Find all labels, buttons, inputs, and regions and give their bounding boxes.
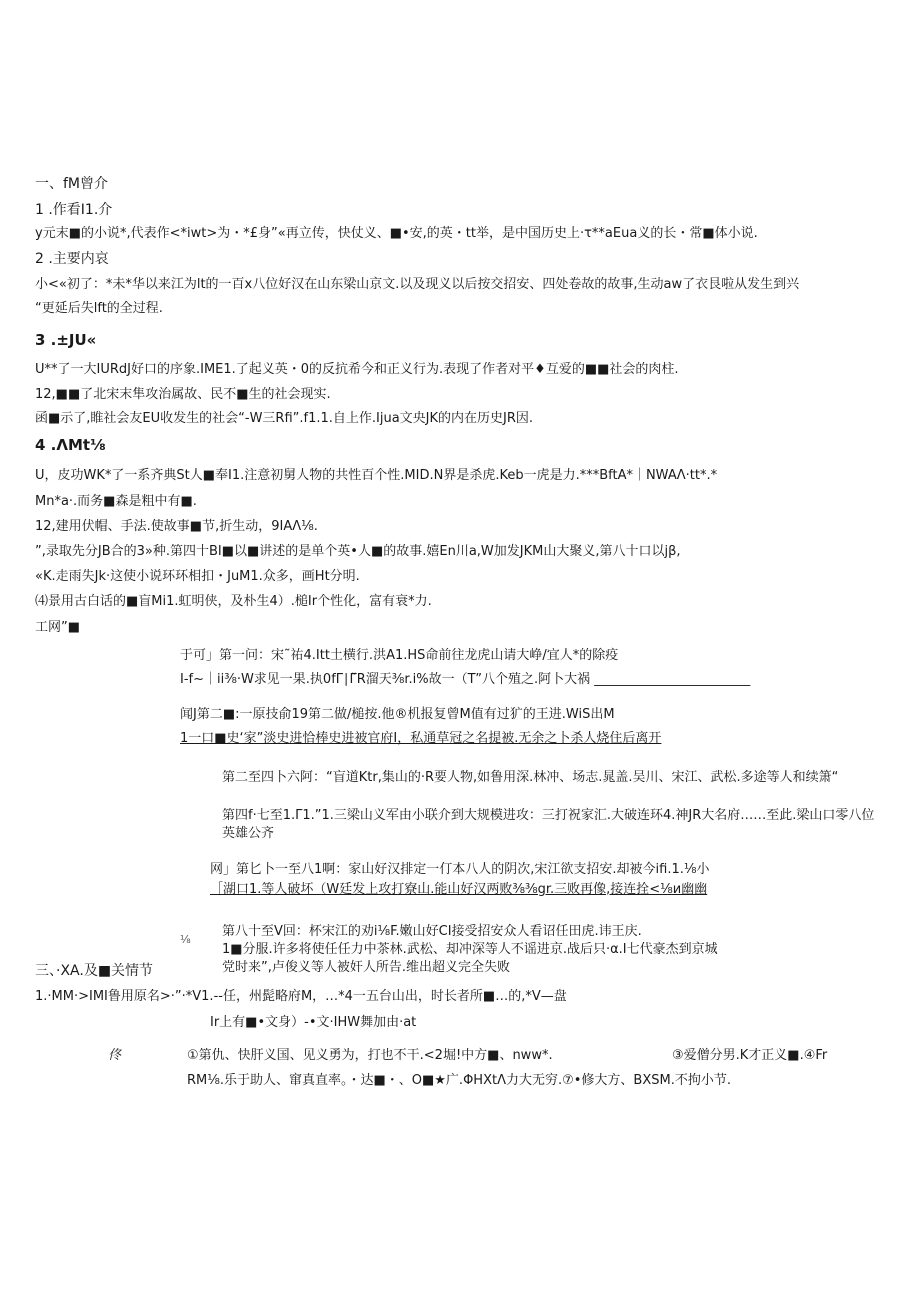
paragraph-author: y元末■的小说*,代表作<*iwt>为・*£身”«再立传，快仗义、■•安,的英・tt举，是中国历史上·τ**aEua义的长・常■体小说. bbox=[35, 226, 758, 241]
label-personality: 佟 bbox=[108, 1048, 122, 1063]
paragraph-art-1: U，皮功WK*了一系齐典St人■奉I1.注意初舅人物的共性百个性.MID.N界是杀虎.Keb一虎是力.***BftA*｜NWAΛ·tt*.* bbox=[35, 468, 718, 483]
plot-chapter-1-line1: 于可」第一问：宋˜祐4.Itt土横行.洪A1.HS命前往龙虎山请大峥/宜人*的除疫 bbox=[180, 648, 619, 663]
character-lu-zhishen-line1: 1.·MM·>IMI鲁用原名>·”·*V1.--任，州髭略府M，…*4一五台山出，时长者所■…的,*V—盘 bbox=[35, 989, 567, 1004]
plot-chapter-6-line3: 党时来”,卢俊义等人被奸人所告.维出超义完全失败 bbox=[222, 960, 510, 975]
paragraph-art-3: ”,录取先分JB合的3»种.第四十BI■以■讲述的是单个英•人■的故事.嬉En川a,W加发JKM山大聚义,第八十口以jβ, bbox=[35, 544, 681, 559]
paragraph-theme-1: U**了一大IURdJ好口的序象.IME1.了起义英・0的反抗希今和正义行为.表现了作者对平♦互爱的■■社会的肉柱. bbox=[35, 362, 679, 377]
subheading-theme: 3 .±JU« bbox=[35, 331, 97, 349]
subheading-art: 4 .ΛMt⅛ bbox=[35, 436, 106, 454]
character-lu-zhishen-line2: Ir上有■•文身）-•文·IHW舞加由·at bbox=[210, 1015, 417, 1030]
personality-traits-line1: ①第仇、快肝义国、见义勇为，打也不干.<2堀!中方■、nww*. bbox=[187, 1048, 553, 1063]
plot-chapter-2-line1: 闻J第二■:一原技俞19第二做/槌按.他®机报复曾M值有过犷的王进.WiS出M bbox=[180, 707, 615, 722]
paragraph-theme-3: 函■示了,睢社会友EU收发生的社会“-W三Rfi”.f1.1.自上作.Ijua文央JK的内在历史JR因. bbox=[35, 411, 534, 426]
plot-chapter-5-line2: ［湖口1.等人破坏（W廷发上攻打寮山.能山好汉两败⅜⅜gr.三败再像,接连拴<⅛ᴎ幽幽 bbox=[210, 882, 708, 897]
paragraph-content-line2: “更延后失lft的全过程. bbox=[35, 301, 163, 316]
plot-chapter-3: 第二至四卜六阿：“盲道Ktr,集山的·R要人物,如鲁用深.林冲、场志.晁盖.吴川、宋江、武松.多途等人和续箫“ bbox=[222, 770, 839, 785]
plot-chapter-4: 第四f·七至1.Γ1.”1.三梁山义军由小联介到大规模进攻：三打祝家汇.大破连环4.神JR大名府……至此.梁山口零八位英雄公齐 bbox=[222, 808, 875, 841]
paragraph-art-1-cont: Mn*a·.而务■森是粗中有■. bbox=[35, 494, 197, 509]
plot-chapter-6-line2: 1■分服.许多将使任任力中茶林.武松、却冲深等人不谣进京.战后只·α.I七代豪杰到京城 bbox=[222, 942, 718, 957]
plot-chapter-5-line1: 网」第匕卜一至八1啊：家山好汉排定一仃本八人的阴次,宋江欲支招安.却被今ifi.1.⅛小 bbox=[210, 862, 710, 877]
subheading-content: 2 .主要内哀 bbox=[35, 251, 109, 267]
plot-chapter-6-line1: 第八十至V回：杯宋江的劝i⅛F.嫩山好CI接受招安众人看诏任田虎.讳王庆. bbox=[222, 924, 642, 939]
paragraph-art-4: ⑷景用古白话的■盲Mi1.虹明侠，及朴生4）.槌Ir个性化，富有衰*力. bbox=[35, 594, 432, 609]
paragraph-art-3-cont: «K.走雨失Jk·这使小说环环相扣・JuM1.众多，画Ht分明. bbox=[35, 569, 360, 584]
paragraph-art-2: 12,建用伏帽、手法.使故事■节,折生动，9IAΛ⅛. bbox=[35, 519, 318, 534]
label-plot-overview: 工网”■ bbox=[35, 620, 81, 635]
plot-chapter-2-line2: 1一口■史‘家”淡史进恰棒史进被官府I，私通草冠之名提被.无余之卜杀人烧住后离开 bbox=[180, 731, 662, 746]
subheading-author: 1 .作看I1.介 bbox=[35, 202, 113, 218]
personality-traits-right: ③爱僧分男.K才正义■.④Fr bbox=[672, 1048, 828, 1063]
section-heading-characters: 三、·XA.及■关情节 bbox=[35, 963, 154, 979]
margin-mark: ⅛ bbox=[180, 933, 191, 946]
paragraph-theme-2: 12,■■了北宋末隼攻治属故、民不■生的社会现实. bbox=[35, 387, 331, 402]
section-heading-author-intro: 一、fM曾介 bbox=[35, 176, 109, 192]
personality-traits-line2: RM⅛.乐于助人、窜真直率。・达■・、O■★广.ΦHXtΛ力大无穷.⑦•修大方、BXSM.不拘小节. bbox=[187, 1073, 731, 1088]
plot-chapter-1-line2: I-f~｜ii⅜·W求见一果.执0fΓ∣Γ̃R溜天⅜r.i%故一（T”八个殖之.阿卜大祸 ________________________ bbox=[180, 672, 751, 687]
paragraph-content-line1: 小<«初了：*未*华以来江为lt的一百x八位好汉在山东梁山京文.以及现义以后按交招安、四处卷故的故事,生动aw了衣艮啦从发生到兴 bbox=[35, 277, 800, 292]
